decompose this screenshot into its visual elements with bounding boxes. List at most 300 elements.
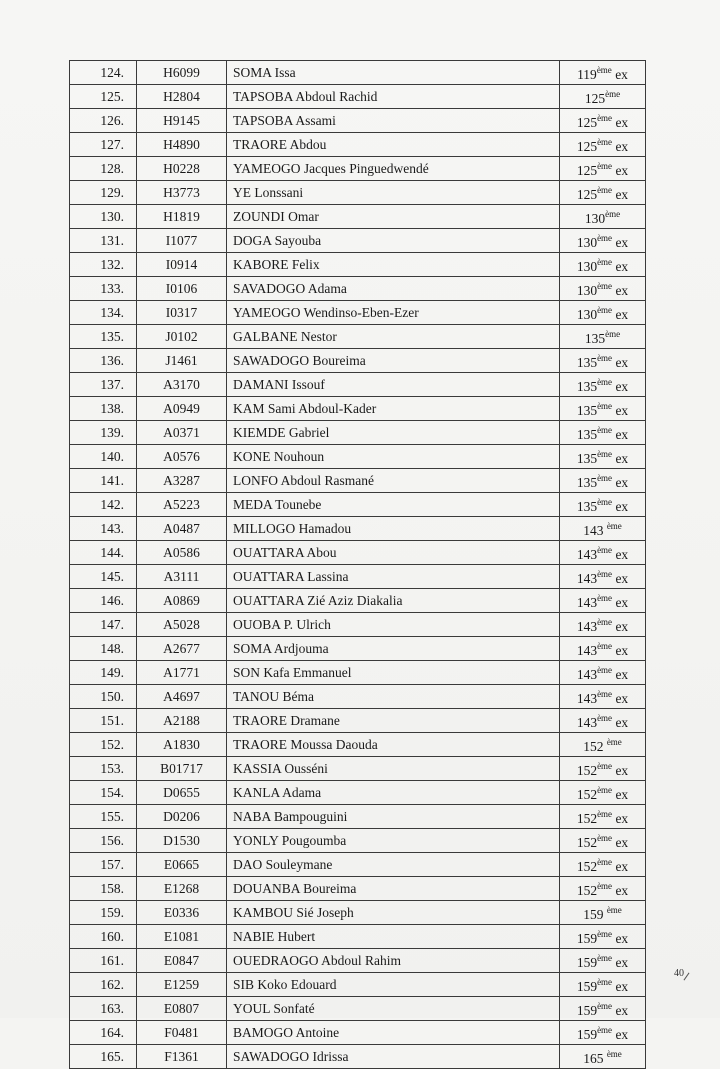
rank-value: 159	[576, 931, 598, 946]
rank-tie-marker: ex	[615, 451, 629, 466]
row-number-cell: 139.	[70, 421, 137, 445]
rank-ordinal-suffix: ème	[597, 785, 613, 795]
candidate-code-cell: J1461	[137, 349, 227, 373]
rank-tie-marker: ex	[615, 571, 629, 586]
ranking-table	[69, 60, 646, 1069]
row-number-cell: 131.	[70, 229, 137, 253]
candidate-name-cell: OUEDRAOGO Abdoul Rahim	[227, 949, 560, 973]
table-row	[70, 637, 646, 661]
rank-value: 130	[584, 211, 606, 226]
rank-value: 152	[576, 883, 598, 898]
row-number-cell: 132.	[70, 253, 137, 277]
rank-cell	[560, 661, 646, 685]
rank-value: 125	[576, 139, 598, 154]
candidate-name-cell: KASSIA Ousséni	[227, 757, 560, 781]
rank-cell	[560, 493, 646, 517]
rank-tie-marker: ex	[615, 67, 628, 82]
rank-ordinal-suffix: ème	[597, 137, 613, 147]
rank-cell	[560, 685, 646, 709]
row-number-cell: 134.	[70, 301, 137, 325]
rank-tie-marker: ex	[615, 667, 629, 682]
rank-cell	[560, 517, 646, 541]
candidate-code-cell: E1081	[137, 925, 227, 949]
rank-value: 143	[576, 715, 598, 730]
candidate-code-cell: A0576	[137, 445, 227, 469]
rank-cell	[560, 925, 646, 949]
rank-tie-marker: ex	[615, 259, 629, 274]
table-row	[70, 133, 646, 157]
rank-value: 119	[577, 67, 597, 82]
rank-ordinal-suffix: ème	[597, 257, 613, 267]
rank-value: 135	[584, 331, 606, 346]
rank-ordinal-suffix: ème	[606, 521, 622, 531]
rank-cell	[560, 205, 646, 229]
table-row	[70, 373, 646, 397]
candidate-code-cell: B01717	[137, 757, 227, 781]
row-number-cell: 156.	[70, 829, 137, 853]
candidate-code-cell: D0206	[137, 805, 227, 829]
candidate-code-cell: H0228	[137, 157, 227, 181]
candidate-code-cell: E1268	[137, 877, 227, 901]
candidate-name-cell: KABORE Felix	[227, 253, 560, 277]
rank-value: 130	[576, 235, 598, 250]
rank-cell	[560, 709, 646, 733]
rank-tie-marker: ex	[615, 715, 629, 730]
rank-cell	[560, 109, 646, 133]
candidate-code-cell: E0336	[137, 901, 227, 925]
rank-ordinal-suffix: ème	[597, 713, 613, 723]
rank-tie-marker: ex	[615, 403, 629, 418]
row-number-cell: 153.	[70, 757, 137, 781]
rank-cell	[560, 949, 646, 973]
rank-tie-marker: ex	[615, 355, 629, 370]
rank-ordinal-suffix: ème	[597, 977, 613, 987]
candidate-code-cell: E0847	[137, 949, 227, 973]
rank-ordinal-suffix: ème	[597, 569, 613, 579]
table-row	[70, 325, 646, 349]
candidate-name-cell: NABA Bampouguini	[227, 805, 560, 829]
rank-cell	[560, 253, 646, 277]
rank-value: 143	[583, 523, 607, 538]
candidate-code-cell: D0655	[137, 781, 227, 805]
table-row	[70, 613, 646, 637]
row-number-cell: 128.	[70, 157, 137, 181]
candidate-name-cell: OUATTARA Abou	[227, 541, 560, 565]
table-row	[70, 1045, 646, 1069]
rank-ordinal-suffix: ème	[606, 1049, 622, 1059]
table-row	[70, 181, 646, 205]
rank-value: 135	[576, 451, 598, 466]
rank-ordinal-suffix: ème	[597, 425, 613, 435]
rank-value: 135	[576, 499, 598, 514]
rank-tie-marker: ex	[615, 859, 629, 874]
table-row	[70, 757, 646, 781]
rank-ordinal-suffix: ème	[597, 953, 613, 963]
candidate-name-cell: DAMANI Issouf	[227, 373, 560, 397]
rank-cell	[560, 973, 646, 997]
rank-tie-marker: ex	[615, 427, 629, 442]
rank-cell	[560, 325, 646, 349]
table-row	[70, 349, 646, 373]
rank-value: 152	[576, 811, 598, 826]
candidate-code-cell: A0869	[137, 589, 227, 613]
rank-value: 135	[576, 355, 598, 370]
table-row	[70, 157, 646, 181]
candidate-name-cell: DOUANBA Boureima	[227, 877, 560, 901]
table-row	[70, 421, 646, 445]
table-row	[70, 1021, 646, 1045]
rank-ordinal-suffix: ème	[597, 761, 613, 771]
candidate-name-cell: TAPSOBA Abdoul Rachid	[227, 85, 560, 109]
row-number-cell: 146.	[70, 589, 137, 613]
candidate-name-cell: MEDA Tounebe	[227, 493, 560, 517]
table-row	[70, 541, 646, 565]
candidate-name-cell: NABIE Hubert	[227, 925, 560, 949]
rank-cell	[560, 613, 646, 637]
rank-ordinal-suffix: ème	[597, 305, 613, 315]
table-row	[70, 805, 646, 829]
candidate-name-cell: OUATTARA Zié Aziz Diakalia	[227, 589, 560, 613]
rank-value: 143	[576, 619, 598, 634]
rank-tie-marker: ex	[615, 379, 629, 394]
row-number-cell: 164.	[70, 1021, 137, 1045]
rank-ordinal-suffix: ème	[597, 833, 613, 843]
rank-value: 159	[576, 979, 598, 994]
candidate-name-cell: SON Kafa Emmanuel	[227, 661, 560, 685]
rank-tie-marker: ex	[615, 691, 629, 706]
rank-cell	[560, 373, 646, 397]
row-number-cell: 152.	[70, 733, 137, 757]
row-number-cell: 143.	[70, 517, 137, 541]
table-row	[70, 709, 646, 733]
rank-ordinal-suffix: ème	[597, 473, 613, 483]
rank-value: 152	[583, 739, 607, 754]
table-row	[70, 253, 646, 277]
table-row	[70, 925, 646, 949]
rank-ordinal-suffix: ème	[597, 665, 613, 675]
candidate-name-cell: KAM Sami Abdoul-Kader	[227, 397, 560, 421]
rank-tie-marker: ex	[615, 163, 629, 178]
candidate-code-cell: H1819	[137, 205, 227, 229]
rank-ordinal-suffix: ème	[596, 65, 612, 75]
rank-tie-marker: ex	[615, 547, 629, 562]
rank-tie-marker: ex	[615, 475, 629, 490]
rank-value: 130	[576, 283, 598, 298]
rank-ordinal-suffix: ème	[597, 809, 613, 819]
candidate-name-cell: SAWADOGO Idrissa	[227, 1045, 560, 1069]
rank-tie-marker: ex	[615, 931, 629, 946]
candidate-name-cell: SOMA Issa	[227, 61, 560, 85]
row-number-cell: 133.	[70, 277, 137, 301]
row-number-cell: 126.	[70, 109, 137, 133]
rank-value: 135	[576, 427, 598, 442]
candidate-code-cell: A2188	[137, 709, 227, 733]
rank-cell	[560, 1045, 646, 1069]
row-number-cell: 135.	[70, 325, 137, 349]
rank-cell	[560, 997, 646, 1021]
table-row	[70, 829, 646, 853]
table-row	[70, 901, 646, 925]
row-number-cell: 124.	[70, 61, 137, 85]
row-number-cell: 144.	[70, 541, 137, 565]
row-number-cell: 130.	[70, 205, 137, 229]
table-row	[70, 949, 646, 973]
row-number-cell: 157.	[70, 853, 137, 877]
rank-tie-marker: ex	[615, 763, 629, 778]
rank-value: 130	[576, 259, 598, 274]
rank-value: 135	[576, 475, 598, 490]
table-row	[70, 469, 646, 493]
candidate-name-cell: YE Lonssani	[227, 181, 560, 205]
row-number-cell: 140.	[70, 445, 137, 469]
rank-ordinal-suffix: ème	[606, 737, 622, 747]
row-number-cell: 137.	[70, 373, 137, 397]
rank-ordinal-suffix: ème	[597, 689, 613, 699]
candidate-name-cell: TRAORE Abdou	[227, 133, 560, 157]
row-number-cell: 158.	[70, 877, 137, 901]
candidate-code-cell: H2804	[137, 85, 227, 109]
candidate-code-cell: H3773	[137, 181, 227, 205]
candidate-name-cell: YOUL Sonfaté	[227, 997, 560, 1021]
table-row	[70, 853, 646, 877]
pen-mark	[684, 973, 690, 981]
rank-ordinal-suffix: ème	[597, 353, 613, 363]
row-number-cell: 150.	[70, 685, 137, 709]
rank-tie-marker: ex	[615, 811, 629, 826]
candidate-code-cell: A1830	[137, 733, 227, 757]
rank-cell	[560, 157, 646, 181]
table-row	[70, 877, 646, 901]
rank-ordinal-suffix: ème	[597, 881, 613, 891]
rank-ordinal-suffix: ème	[597, 281, 613, 291]
candidate-code-cell: A3170	[137, 373, 227, 397]
rank-tie-marker: ex	[615, 835, 629, 850]
rank-cell	[560, 445, 646, 469]
rank-value: 143	[576, 571, 598, 586]
table-row	[70, 277, 646, 301]
candidate-code-cell: H9145	[137, 109, 227, 133]
candidate-name-cell: KAMBOU Sié Joseph	[227, 901, 560, 925]
candidate-code-cell: A1771	[137, 661, 227, 685]
candidate-code-cell: A3111	[137, 565, 227, 589]
rank-ordinal-suffix: ème	[597, 641, 613, 651]
table-row	[70, 733, 646, 757]
rank-ordinal-suffix: ème	[597, 377, 613, 387]
rank-cell	[560, 637, 646, 661]
rank-tie-marker: ex	[615, 499, 629, 514]
rank-ordinal-suffix: ème	[606, 905, 622, 915]
candidate-name-cell: TANOU Béma	[227, 685, 560, 709]
table-row	[70, 85, 646, 109]
candidate-name-cell: GALBANE Nestor	[227, 325, 560, 349]
rank-ordinal-suffix: ème	[597, 617, 613, 627]
rank-ordinal-suffix: ème	[597, 1001, 613, 1011]
table-row	[70, 565, 646, 589]
rank-value: 165	[583, 1051, 607, 1066]
table-row	[70, 445, 646, 469]
candidate-name-cell: SAWADOGO Boureima	[227, 349, 560, 373]
rank-tie-marker: ex	[615, 139, 629, 154]
rank-ordinal-suffix: ème	[605, 329, 621, 339]
rank-tie-marker: ex	[615, 1003, 629, 1018]
rank-ordinal-suffix: ème	[597, 113, 613, 123]
candidate-code-cell: H6099	[137, 61, 227, 85]
rank-cell	[560, 781, 646, 805]
rank-cell	[560, 829, 646, 853]
row-number-cell: 136.	[70, 349, 137, 373]
table-row	[70, 973, 646, 997]
rank-cell	[560, 589, 646, 613]
row-number-cell: 154.	[70, 781, 137, 805]
candidate-code-cell: I0106	[137, 277, 227, 301]
candidate-code-cell: I0317	[137, 301, 227, 325]
rank-value: 143	[576, 643, 598, 658]
rank-tie-marker: ex	[615, 955, 629, 970]
rank-cell	[560, 133, 646, 157]
candidate-name-cell: DAO Souleymane	[227, 853, 560, 877]
candidate-name-cell: KIEMDE Gabriel	[227, 421, 560, 445]
candidate-code-cell: A0487	[137, 517, 227, 541]
rank-tie-marker: ex	[615, 283, 629, 298]
rank-cell	[560, 421, 646, 445]
rank-value: 159	[576, 1027, 598, 1042]
table-row	[70, 397, 646, 421]
row-number-cell: 149.	[70, 661, 137, 685]
table-row	[70, 589, 646, 613]
rank-cell	[560, 277, 646, 301]
rank-cell	[560, 85, 646, 109]
candidate-name-cell: SIB Koko Edouard	[227, 973, 560, 997]
candidate-name-cell: TRAORE Dramane	[227, 709, 560, 733]
candidate-name-cell: SOMA Ardjouma	[227, 637, 560, 661]
rank-value: 130	[576, 307, 598, 322]
rank-value: 159	[576, 1003, 598, 1018]
rank-ordinal-suffix: ème	[597, 161, 613, 171]
rank-ordinal-suffix: ème	[597, 497, 613, 507]
rank-cell	[560, 805, 646, 829]
table-row	[70, 997, 646, 1021]
rank-value: 152	[576, 859, 598, 874]
rank-ordinal-suffix: ème	[597, 401, 613, 411]
rank-ordinal-suffix: ème	[605, 209, 621, 219]
table-row	[70, 301, 646, 325]
rank-cell	[560, 853, 646, 877]
rank-tie-marker: ex	[615, 115, 629, 130]
candidate-name-cell: OUOBA P. Ulrich	[227, 613, 560, 637]
candidate-name-cell: TAPSOBA Assami	[227, 109, 560, 133]
rank-cell	[560, 877, 646, 901]
table-row	[70, 661, 646, 685]
candidate-name-cell: KONE Nouhoun	[227, 445, 560, 469]
candidate-code-cell: F0481	[137, 1021, 227, 1045]
rank-cell	[560, 229, 646, 253]
rank-cell	[560, 541, 646, 565]
row-number-cell: 162.	[70, 973, 137, 997]
candidate-code-cell: A5028	[137, 613, 227, 637]
candidate-code-cell: J0102	[137, 325, 227, 349]
rank-cell	[560, 61, 646, 85]
rank-tie-marker: ex	[615, 979, 629, 994]
rank-cell	[560, 397, 646, 421]
rank-cell	[560, 349, 646, 373]
row-number-cell: 145.	[70, 565, 137, 589]
candidate-code-cell: A5223	[137, 493, 227, 517]
candidate-name-cell: SAVADOGO Adama	[227, 277, 560, 301]
rank-value: 159	[576, 955, 598, 970]
row-number-cell: 127.	[70, 133, 137, 157]
rank-value: 143	[576, 547, 598, 562]
rank-cell	[560, 181, 646, 205]
rank-value: 125	[576, 187, 598, 202]
page-number: 40	[674, 968, 684, 979]
rank-cell	[560, 301, 646, 325]
table-row	[70, 493, 646, 517]
candidate-name-cell: DOGA Sayouba	[227, 229, 560, 253]
candidate-code-cell: A2677	[137, 637, 227, 661]
candidate-code-cell: E0807	[137, 997, 227, 1021]
row-number-cell: 147.	[70, 613, 137, 637]
row-number-cell: 163.	[70, 997, 137, 1021]
rank-tie-marker: ex	[615, 595, 629, 610]
row-number-cell: 159.	[70, 901, 137, 925]
candidate-code-cell: I0914	[137, 253, 227, 277]
candidate-code-cell: I1077	[137, 229, 227, 253]
candidate-code-cell: A0371	[137, 421, 227, 445]
rank-value: 143	[576, 667, 598, 682]
table-row	[70, 517, 646, 541]
row-number-cell: 138.	[70, 397, 137, 421]
candidate-code-cell: A4697	[137, 685, 227, 709]
candidate-code-cell: A0586	[137, 541, 227, 565]
rank-tie-marker: ex	[615, 307, 629, 322]
rank-tie-marker: ex	[615, 787, 629, 802]
rank-value: 135	[576, 379, 598, 394]
rank-cell	[560, 1021, 646, 1045]
row-number-cell: 165.	[70, 1045, 137, 1069]
candidate-name-cell: BAMOGO Antoine	[227, 1021, 560, 1045]
candidate-name-cell: MILLOGO Hamadou	[227, 517, 560, 541]
row-number-cell: 161.	[70, 949, 137, 973]
rank-tie-marker: ex	[615, 883, 629, 898]
rank-value: 159	[583, 907, 607, 922]
rank-cell	[560, 757, 646, 781]
rank-ordinal-suffix: ème	[597, 857, 613, 867]
rank-cell	[560, 469, 646, 493]
row-number-cell: 125.	[70, 85, 137, 109]
rank-value: 152	[576, 835, 598, 850]
table-row	[70, 61, 646, 85]
rank-tie-marker: ex	[615, 235, 629, 250]
rank-tie-marker: ex	[615, 643, 629, 658]
candidate-name-cell: YAMEOGO Wendinso-Eben-Ezer	[227, 301, 560, 325]
candidate-name-cell: LONFO Abdoul Rasmané	[227, 469, 560, 493]
rank-value: 125	[576, 163, 598, 178]
rank-value: 143	[576, 691, 598, 706]
rank-value: 135	[576, 403, 598, 418]
table-row	[70, 109, 646, 133]
row-number-cell: 142.	[70, 493, 137, 517]
table-row	[70, 781, 646, 805]
candidate-name-cell: YONLY Pougoumba	[227, 829, 560, 853]
rank-ordinal-suffix: ème	[597, 233, 613, 243]
row-number-cell: 141.	[70, 469, 137, 493]
candidate-code-cell: E1259	[137, 973, 227, 997]
candidate-name-cell: KANLA Adama	[227, 781, 560, 805]
candidate-code-cell: F1361	[137, 1045, 227, 1069]
row-number-cell: 129.	[70, 181, 137, 205]
table-row	[70, 205, 646, 229]
rank-value: 125	[584, 91, 606, 106]
